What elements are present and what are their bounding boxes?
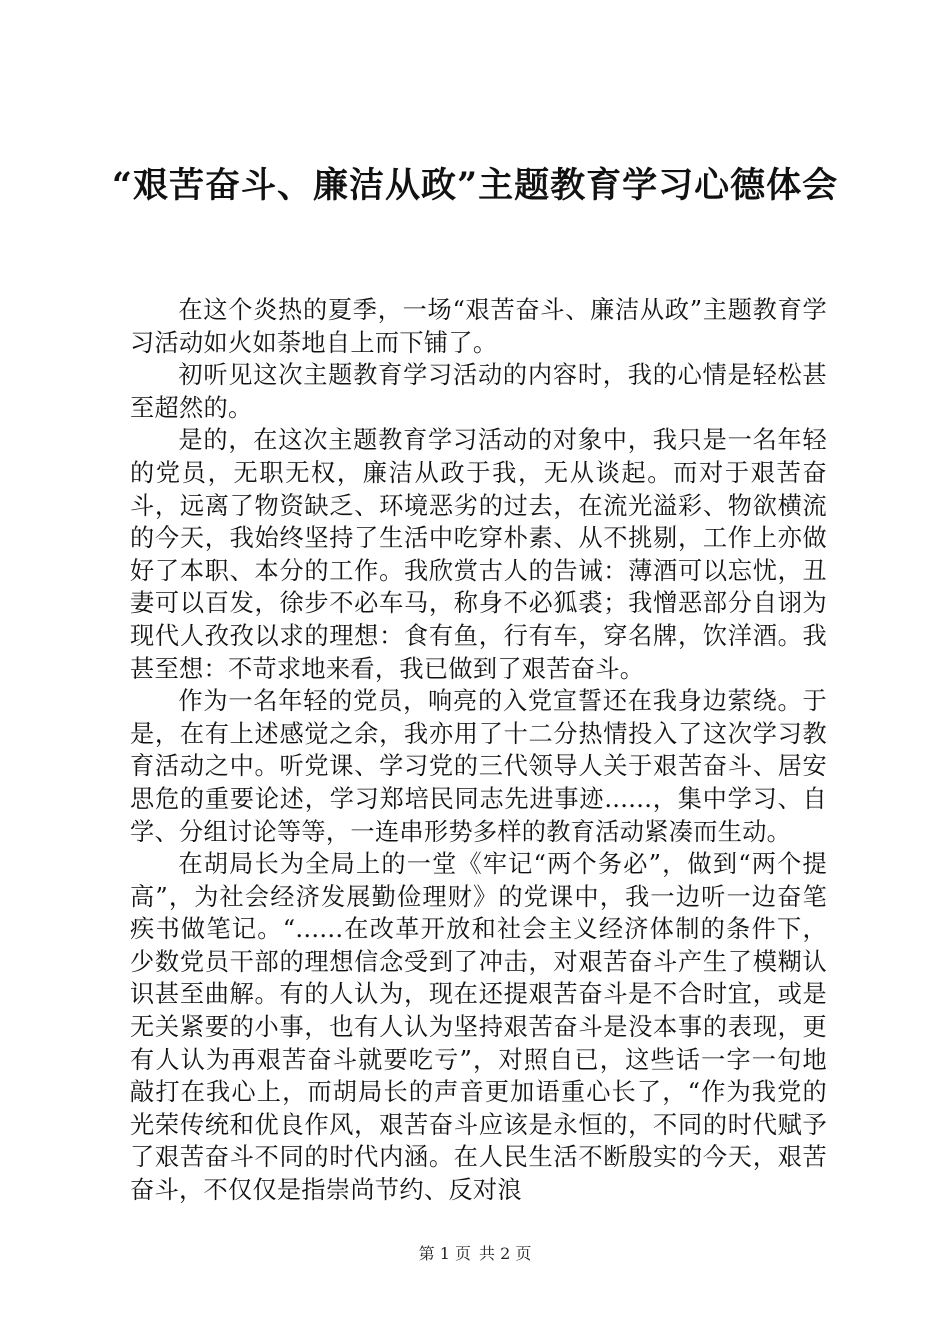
paragraph: 初听见这次主题教育学习活动的内容时，我的心情是轻松甚至超然的。	[130, 361, 827, 422]
paragraph: 作为一名年轻的党员，响亮的入党宣誓还在我身边萦绕。于是，在有上述感觉之余，我亦用了十二分热情投入了这次学习教育活动之中。听党课、学习党的三代领导人关于艰苦奋斗、居安思危的重要论述，学习郑培民同志先进事迹......，集中学习、自学、分组讨论等等，一连串形势多样的教育活动紧凑而生动。	[130, 687, 827, 846]
page-footer	[0, 1244, 950, 1264]
paragraph: 在胡局长为全局上的一堂《牢记“两个务必”，做到“两个提高”，为社会经济发展勤俭理财》的党课中，我一边听一边奋笔疾书做笔记。“......在改革开放和社会主义经济体制的条件下，少数党员干部的理想信念受到了冲击，对艰苦奋斗产生了模糊认识甚至曲解。有的人认为，现在还提艰苦奋斗是不合时宜，或是无关紧要的小事，也有人认为坚持艰苦奋斗是没本事的表现，更有人认为再艰苦奋斗就要吃亏”，对照自已，这些话一字一句地敲打在我心上，而胡局长的声音更加语重心长了，“作为我党的光荣传统和优良作风，艰苦奋斗应该是永恒的，不同的时代赋予了艰苦奋斗不同的时代内涵。在人民生活不断殷实的今天，艰苦奋斗，不仅仅是指崇尚节约、反对浪	[130, 850, 827, 1205]
document-title: “艰苦奋斗、廉洁从政”主题教育学习心德体会	[111, 165, 839, 206]
paragraph: 是的，在这次主题教育学习活动的对象中，我只是一名年轻的党员，无职无权，廉洁从政于我，无从谈起。而对于艰苦奋斗，远离了物资缺乏、环境恶劣的过去，在流光溢彩、物欲横流的今天，我始终坚持了生活中吃穿朴素、从不挑剔，工作上亦做好了本职、本分的工作。我欣赏古人的告诫：薄酒可以忘忧，丑妻可以百发，徐步不必车马，称身不必狐裘；我憎恶部分自诩为现代人孜孜以求的理想：食有鱼，行有车，穿名牌，饮洋酒。我甚至想：不苛求地来看，我已做到了艰苦奋斗。	[130, 426, 827, 683]
page-number: 第 1 页	[418, 1244, 471, 1263]
paragraph: 在这个炎热的夏季，一场“艰苦奋斗、廉洁从政”主题教育学习活动如火如荼地自上而下铺了。	[130, 296, 827, 357]
page-total: 共 2 页	[479, 1244, 532, 1263]
document-body	[130, 294, 827, 1207]
